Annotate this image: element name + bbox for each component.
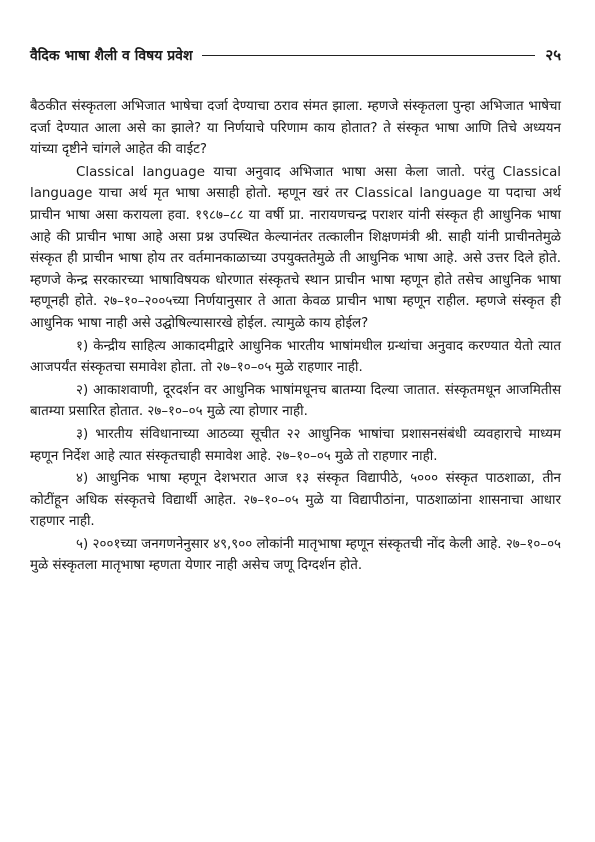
paragraph-classical-language: Classical language याचा अनुवाद अभिजात भाषा असा केला जातो. परंतु Classical language याचा अर्थ मृत भाषा असाही होतो. म्हणून खरं तर Classical language या पदाचा अर्थ प्राचीन भाषा असा करायला हवा. १९८७–८८ या वर्षी प्रा. नारायणचन्द्र पराशर यांनी संस्कृत ही आधुनिक भाषा आहे की प्राचीन भाषा आहे असा प्रश्न उपस्थित केल्यानंतर तत्कालीन शिक्षणमंत्री श्री. साही यांनी प्राचीनतेमुळे संस्कृत ही प्राचीन भाषा होय तर वर्तमानकाळाच्या उपयुक्ततेमुळे ती आधुनिक भाषा आहे. असे उत्तर दिले होते. म्हणजे केन्द्र सरकारच्या भाषाविषयक धोरणात संस्कृतचे स्थान प्राचीन भाषा म्हणून होते तसेच आधुनिक भाषा म्हणूनही होते. २७–१०–२००५च्या निर्णयानुसार ते आता केवळ प्राचीन भाषा म्हणून राहील. म्हणजे संस्कृत ही आधुनिक भाषा नाही असे उद्घोषिल्यासारखे होईल. त्यामुळे काय होईल?	[30, 164, 561, 331]
list-item-5: ५) २००१च्या जनगणनेनुसार ४९,९०० लोकांनी मातृभाषा म्हणून संस्कृतची नोंद केली आहे. २७–१०–०५ मुळे संस्कृतला मातृभाषा म्हणता येणार नाही असेच जणू दिग्दर्शन होते.	[30, 536, 561, 574]
list-item-1: १) केन्द्रीय साहित्य आकादमीद्वारे आधुनिक भारतीय भाषांमधील ग्रन्थांचा अनुवाद करण्यात येतो त्यात आजपर्यंत संस्कृतचा समावेश होता. तो २७–१०–०५ मुळे राहणार नाही.	[30, 338, 561, 376]
page-number: २५	[545, 46, 561, 64]
page-body	[30, 96, 561, 578]
list-item-2: २) आकाशवाणी, दूरदर्शन वर आधुनिक भाषांमधूनच बातम्या दिल्या जातात. संस्कृतमधून आजमितीस बातम्या प्रसारित होतात. २७–१०–०५ मुळे त्या होणार नाही.	[30, 382, 561, 420]
list-item-3: ३) भारतीय संविधानाच्या आठव्या सूचीत २२ आधुनिक भाषांचा प्रशासनसंबंधी व्यवहाराचे माध्यम म्हणून निर्देश आहे त्यात संस्कृतचाही समावेश आहे. २७–१०–०५ मुळे तो राहणार नाही.	[30, 426, 561, 464]
list-item-4: ४) आधुनिक भाषा म्हणून देशभरात आज १३ संस्कृत विद्यापीठे, ५००० संस्कृत पाठशाळा, तीन कोटींहून अधिक संस्कृतचे विद्यार्थी आहेत. २७–१०–०५ मुळे या विद्यापीठांना, पाठशाळांना शासनाचा आधार राहणार नाही.	[30, 471, 561, 530]
paragraph-continuation: बैठकीत संस्कृतला अभिजात भाषेचा दर्जा देण्याचा ठराव संमत झाला. म्हणजे संस्कृतला पुन्हा अभिजात भाषेचा दर्जा देण्यात आला असे का झाले? या निर्णयाचे परिणाम काय होतात? ते संस्कृत भाषा आणि तिचे अध्ययन यांच्या दृष्टीने चांगले आहेत की वाईट?	[30, 99, 561, 158]
running-title: वैदिक भाषा शैली व विषय प्रवेश	[30, 47, 193, 64]
header-rule	[202, 55, 535, 56]
running-header	[30, 44, 561, 66]
